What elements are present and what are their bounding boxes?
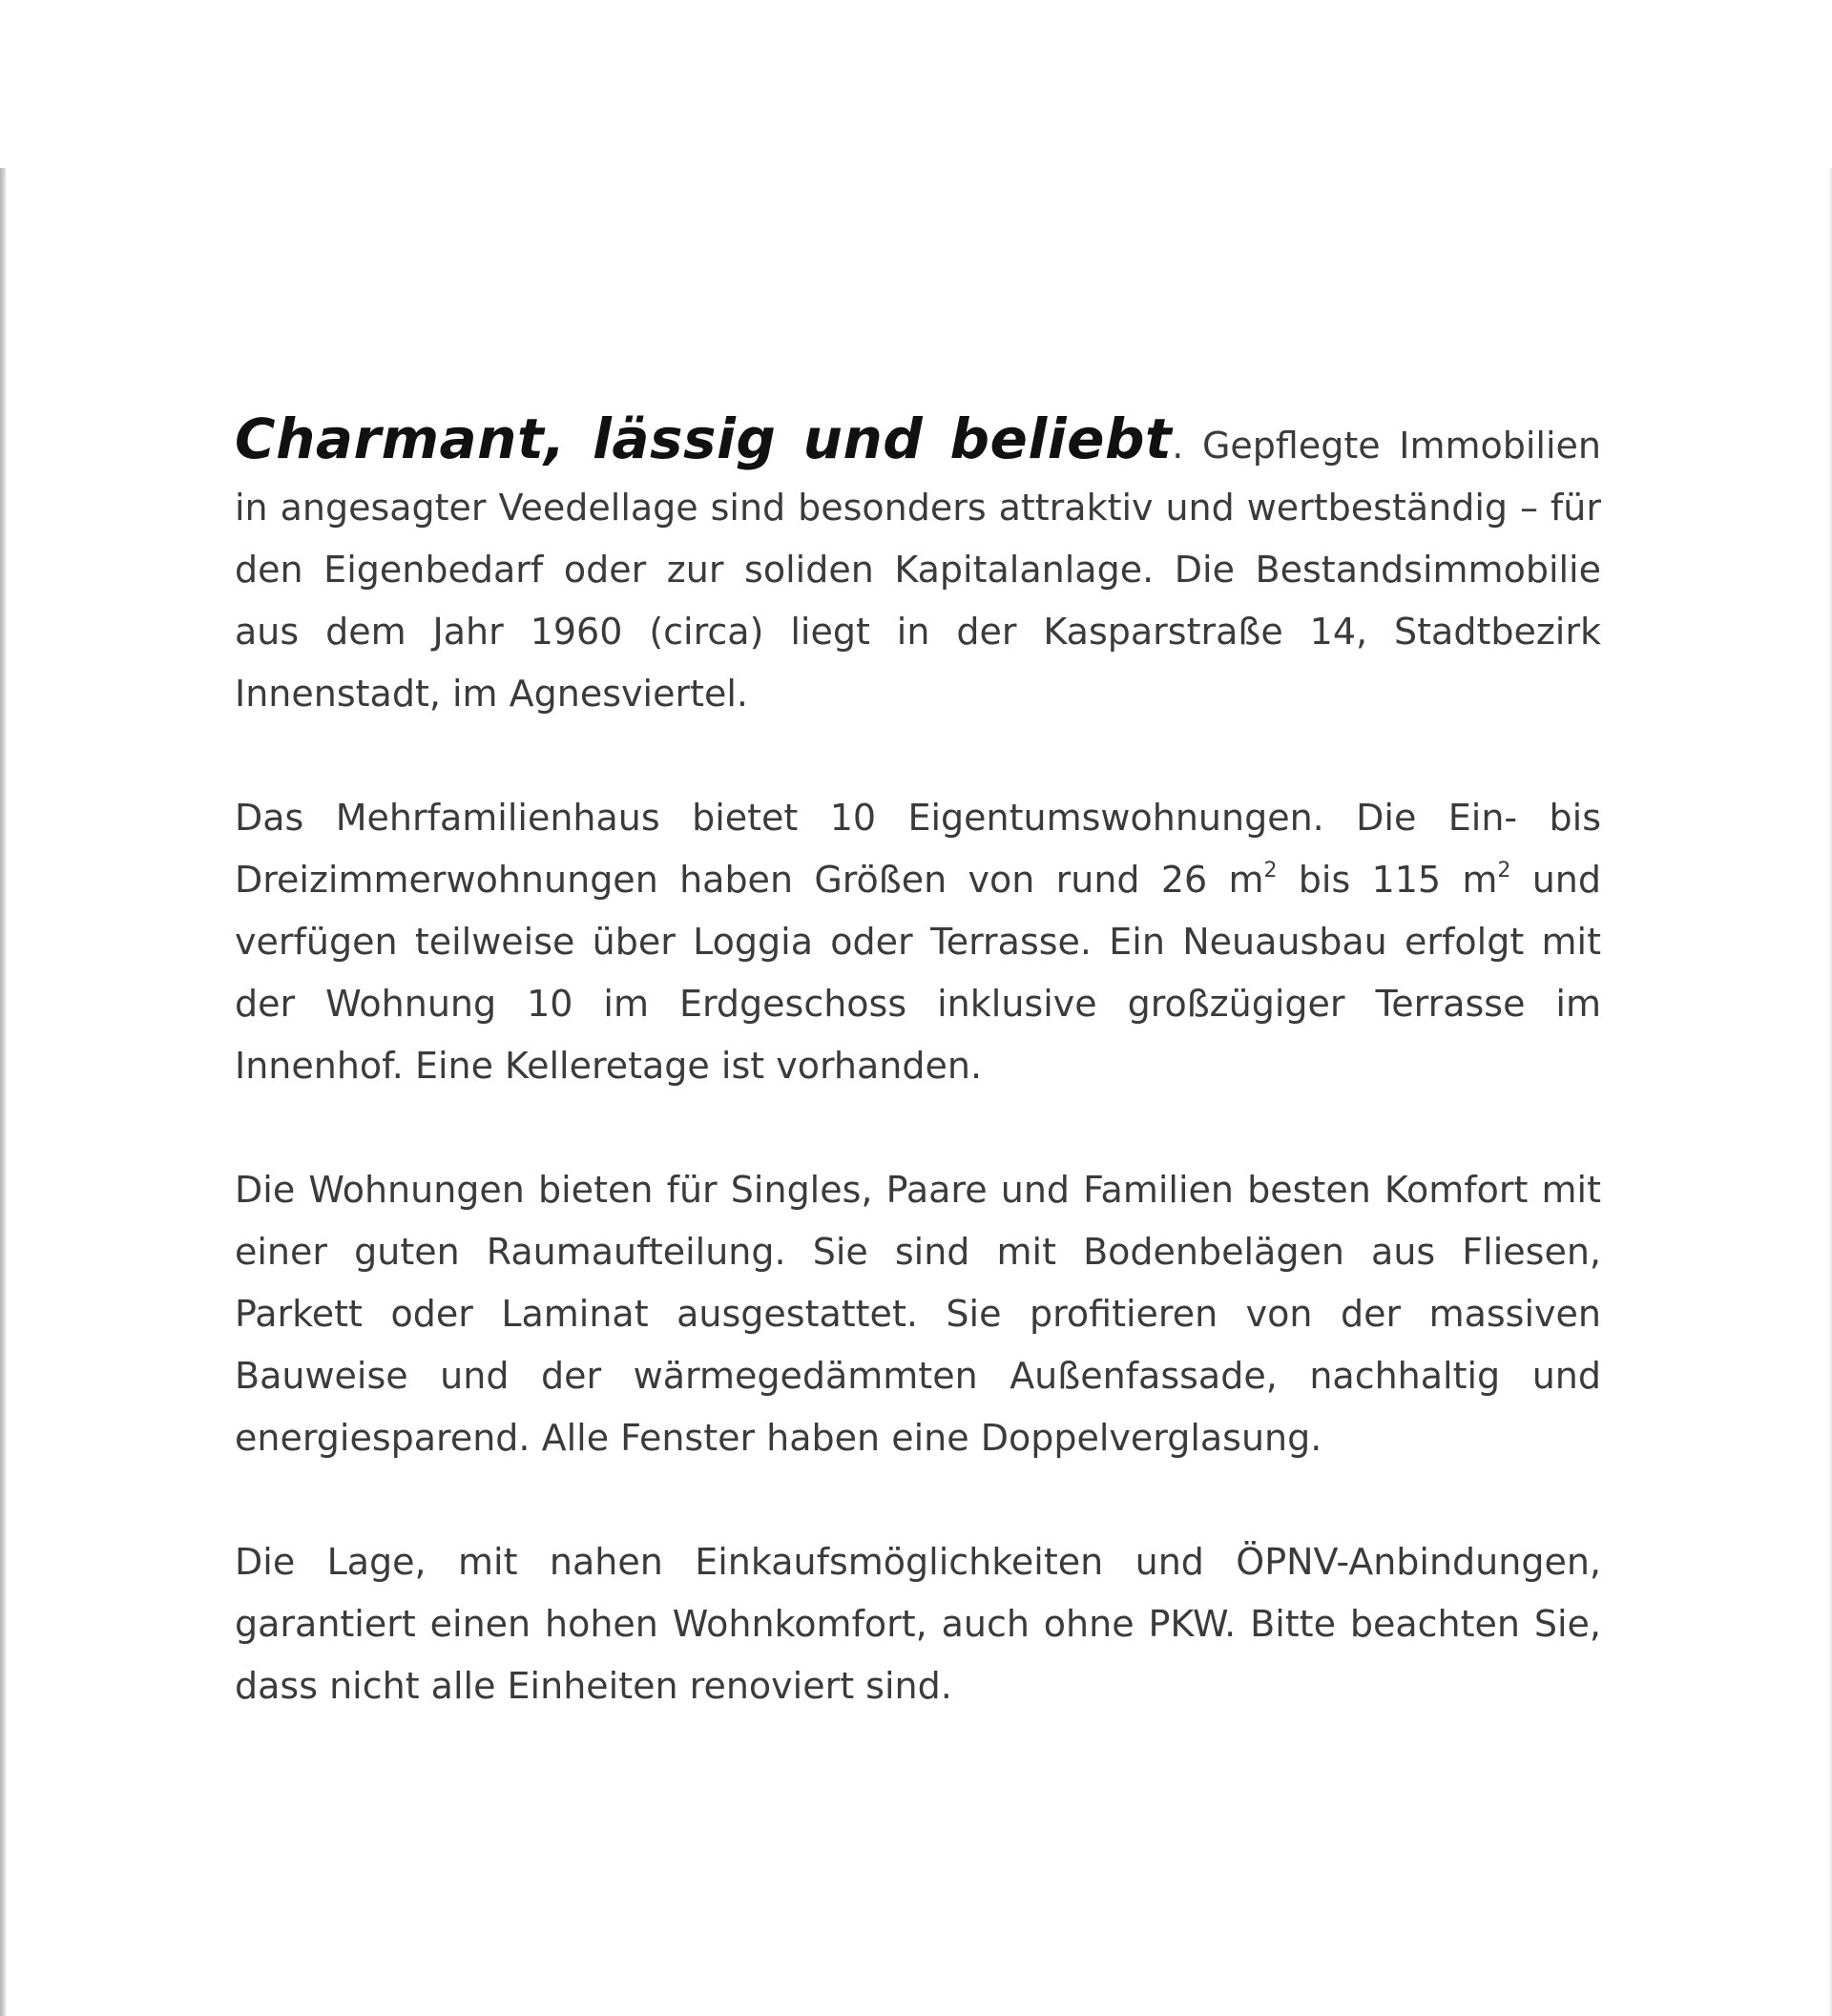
headline-period: . (1172, 425, 1184, 467)
document-body (235, 408, 1601, 1717)
page-edge-shadow-right (1828, 168, 1832, 2016)
paragraph-location: Die Lage, mit nahen Einkaufsmöglichkeiten und ÖPNV-Anbindungen, garantiert einen hohen Wohnkomfort, auch ohne PKW. Bitte beachten Sie, dass nicht alle Einheiten renoviert sind. (235, 1541, 1601, 1707)
paragraph-intro-text: Gepflegte Immobilien in angesagter Veedellage sind besonders attraktiv und wertbeständig – für den Eigenbedarf oder zur soliden Kapitalanlage. Die Bestandsimmobilie aus dem Jahr 1960 (circa) liegt in der Kasparstraße 14, Stadtbezirk Innenstadt, im Agnesviertel. (235, 425, 1601, 715)
paragraph-building-text-b: bis 115 m (1277, 859, 1498, 901)
superscript-squared-2: 2 (1497, 859, 1511, 883)
paragraph-intro (235, 408, 1601, 725)
superscript-squared-1: 2 (1263, 859, 1278, 883)
paragraph-building (235, 787, 1601, 1097)
paragraph-apartments: Die Wohnungen bieten für Singles, Paare und Familien besten Komfort mit einer guten Raumaufteilung. Sie sind mit Bodenbelägen aus Fliesen, Parkett oder Laminat ausgestattet. Sie profitieren von der massiven Bauweise und der wärmegedämmten Außenfassade, nachhaltig und energiesparend. Alle Fenster haben eine Doppelverglasung. (235, 1169, 1601, 1459)
paragraph-building-text-a: Das Mehrfamilienhaus bietet 10 Eigentumswohnungen. Die Ein- bis Dreizimmerwohnungen haben Größen von rund 26 m (235, 797, 1601, 901)
headline: Charmant, lässig und beliebt (235, 406, 1173, 471)
paragraph-building-text-c: und verfügen teilweise über Loggia oder Terrasse. Ein Neuausbau erfolgt mit der Wohnung 10 im Erdgeschoss inklusive großzügiger Terrasse im Innenhof. Eine Kelleretage ist vorhanden. (235, 859, 1602, 1087)
page-edge-shadow-left (0, 168, 6, 2016)
